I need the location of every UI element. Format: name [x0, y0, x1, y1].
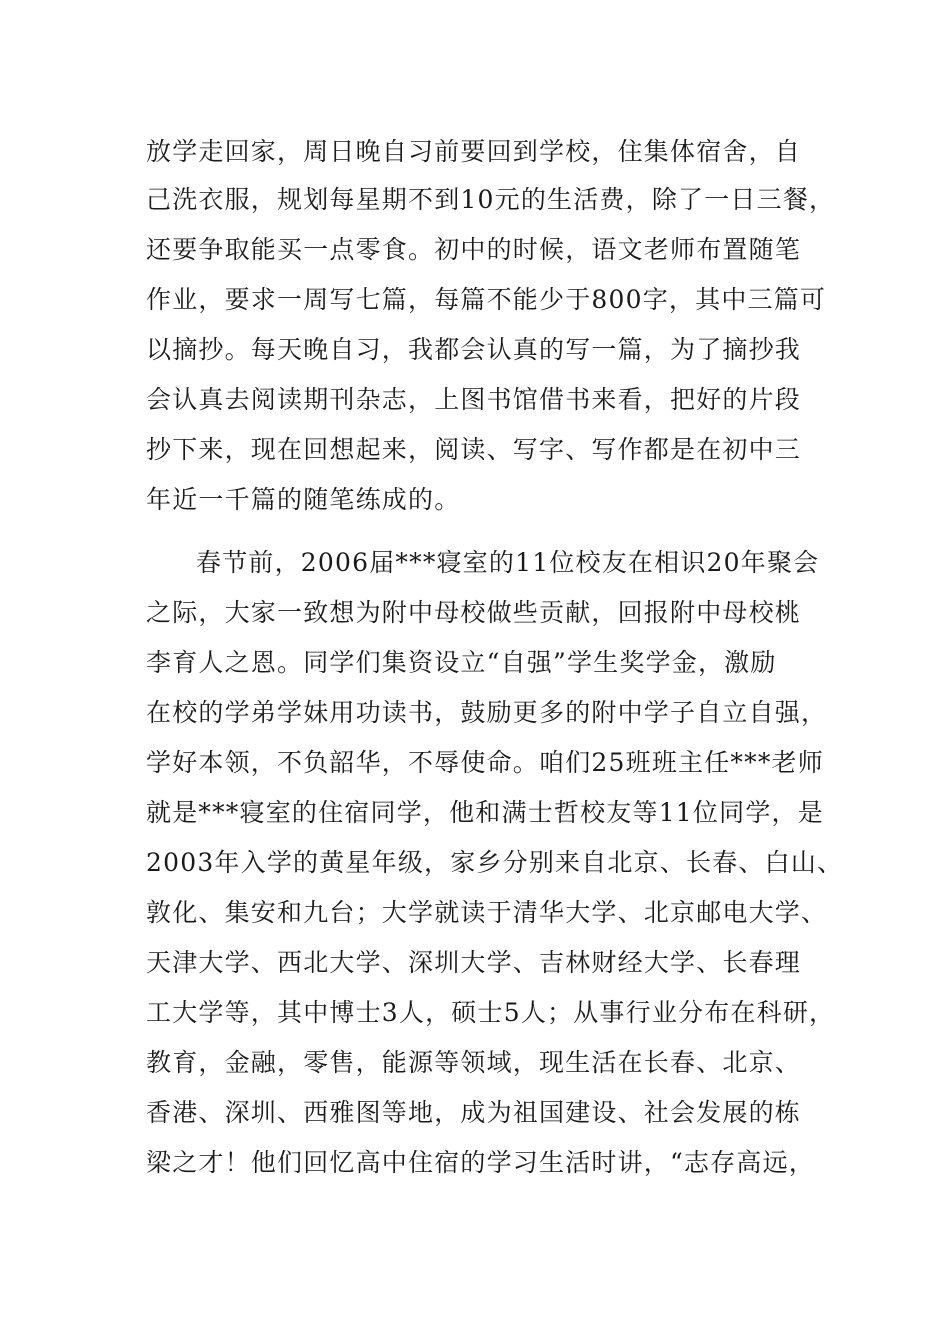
paragraph-1-line-8: 年近一千篇的随笔练成的。: [146, 485, 461, 514]
paragraph-1-line-3: 还要争取能买一点零食。初中的时候，语文老师布置随笔: [146, 235, 802, 264]
paragraph-2-line-8: 敦化、集安和九台；大学就读于清华大学、北京邮电大学、: [146, 898, 828, 927]
paragraph-1-line-4: 作业，要求一周写七篇，每篇不能少于800字，其中三篇可: [146, 285, 827, 314]
paragraph-2-line-3: 李育人之恩。同学们集资设立“自强”学生奖学金，激励: [146, 648, 777, 677]
paragraph-2-line-1: 春节前，2006届***寝室的11位校友在相识20年聚会: [196, 548, 820, 577]
paragraph-2-line-7: 2003年入学的黄星年级，家乡分别来自北京、长春、白山、: [146, 848, 844, 877]
paragraph-1-line-7: 抄下来，现在回想起来，阅读、写字、写作都是在初中三: [146, 435, 802, 464]
paragraph-2-line-12: 香港、深圳、西雅图等地，成为祖国建设、社会发展的栋: [146, 1098, 802, 1127]
paragraph-2-line-4: 在校的学弟学妹用功读书，鼓励更多的附中学子自立自强，: [146, 698, 828, 727]
paragraph-1-line-1: 放学走回家，周日晚自习前要回到学校，住集体宿舍，自: [146, 137, 802, 166]
paragraph-2-line-10: 工大学等，其中博士3人，硕士5人；从事行业分布在科研，: [146, 998, 836, 1027]
paragraph-2-line-9: 天津大学、西北大学、深圳大学、吉林财经大学、长春理: [146, 948, 802, 977]
paragraph-2-line-5: 学好本领，不负韶华，不辱使命。咱们25班班主任***老师: [146, 748, 824, 777]
paragraph-1-line-5: 以摘抄。每天晚自习，我都会认真的写一篇，为了摘抄我: [146, 335, 802, 364]
paragraph-2-line-13: 梁之才！他们回忆高中住宿的学习生活时讲，“志存高远，: [146, 1148, 815, 1177]
paragraph-2-line-6: 就是***寝室的住宿同学，他和满士哲校友等11位同学，是: [146, 798, 824, 827]
paragraph-1-line-2: 己洗衣服，规划每星期不到10元的生活费，除了一日三餐，: [146, 185, 836, 214]
paragraph-2-line-2: 之际，大家一致想为附中母校做些贡献，回报附中母校桃: [146, 598, 802, 627]
paragraph-2-line-11: 教育，金融，零售，能源等领域，现生活在长春、北京、: [146, 1048, 802, 1077]
paragraph-1-line-6: 会认真去阅读期刊杂志，上图书馆借书来看，把好的片段: [146, 385, 802, 414]
